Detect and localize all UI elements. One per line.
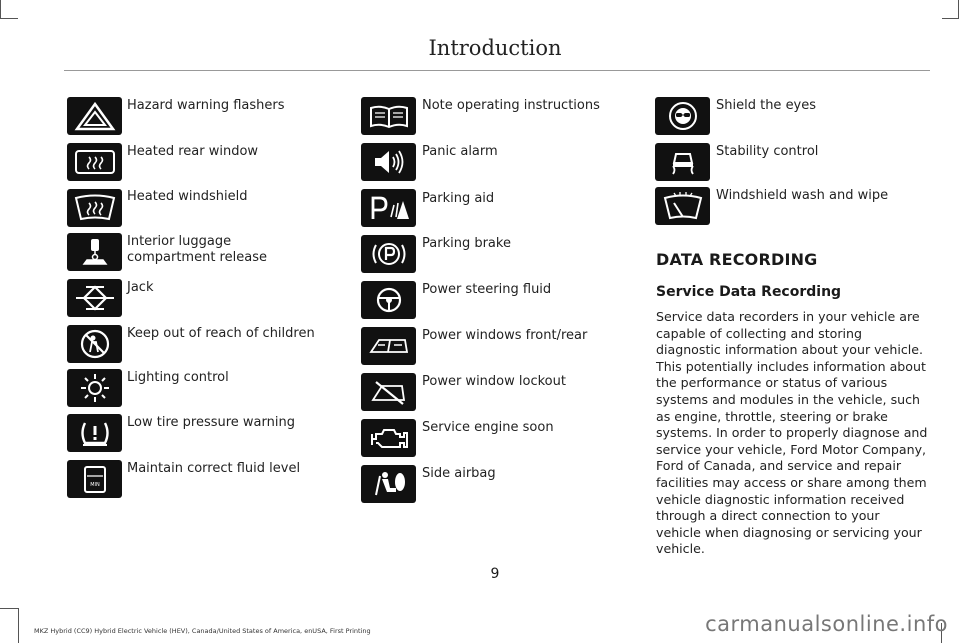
watermark[interactable]: carmanualsonline.info [705,612,948,636]
symbol-label: Parking brake [422,236,511,251]
footer-text: MKZ Hybrid (CC9) Hybrid Electric Vehicle (HEV), Canada/United States of America, enUSA, First Printing [34,627,371,635]
symbol-label: Maintain correct fluid level [127,461,301,476]
engine-icon [361,419,416,457]
trunk-release-icon [67,233,122,271]
symbol-label: Low tire pressure warning [127,415,295,430]
symbol-label: Shield the eyes [716,98,817,113]
lighting-control-icon [67,369,122,407]
crop-mark [958,0,959,18]
heated-windshield-icon [67,189,122,227]
symbol-label: Stability control [716,144,819,159]
symbol-label: Power window lockout [422,374,566,389]
symbol-label: Hazard warning flashers [127,98,285,113]
crop-mark [0,0,1,18]
section-subheading: Service Data Recording [656,284,842,300]
symbol-label: Windshield wash and wipe [716,188,889,203]
crop-mark [0,18,18,19]
no-children-icon [67,325,122,363]
heated-rear-window-icon [67,143,122,181]
parking-aid-icon [361,189,416,227]
section-heading: DATA RECORDING [656,250,818,269]
crop-mark [0,608,18,609]
symbol-label: Parking aid [422,191,495,206]
hazard-triangle-icon [67,97,122,135]
open-book-icon [361,97,416,135]
page-title: Introduction [428,36,562,60]
eye-shield-icon [655,97,710,135]
tire-pressure-icon [67,414,122,452]
symbol-label: Heated rear window [127,144,259,159]
stability-control-icon [655,143,710,181]
power-windows-icon [361,327,416,365]
crop-mark [18,608,19,643]
symbol-label: Note operating instructions [422,98,600,113]
window-lockout-icon [361,373,416,411]
symbol-label: Keep out of reach of children [127,326,315,341]
jack-icon [67,279,122,317]
symbol-label: Service engine soon [422,420,554,435]
symbol-label: Interior luggage compartment release [127,234,267,265]
horn-speaker-icon [361,143,416,181]
page-number: 9 [490,566,500,582]
symbol-label: Panic alarm [422,144,498,159]
fluid-min-text: MIN [89,482,100,488]
side-airbag-icon [361,465,416,503]
symbol-label: Lighting control [127,370,229,385]
section-body: Service data recorders in your vehicle are capable of collecting and storing diagnostic information about your vehicle. This potentially includes information about the performance or status of various systems and modules in the vehicle, such as engine, throttle, steering or brake systems. In order to properly diagnose and service your vehicle, Ford Motor Company, Ford of Canada, and service and repair facilities may access or share among them vehicle diagnostic information received through a direct connection to your vehicle when diagnosing or servicing your vehicle. [656,309,928,557]
steering-wheel-icon [361,281,416,319]
fluid-level-icon [67,460,122,498]
windshield-wiper-icon [655,187,710,225]
symbol-label: Jack [127,280,154,295]
crop-mark [942,18,959,19]
parking-brake-icon [361,235,416,273]
symbol-label: Heated windshield [127,189,248,204]
symbol-label: Power steering fluid [422,282,552,297]
symbol-label: Power windows front/rear [422,328,588,343]
symbol-label: Side airbag [422,466,496,481]
header-rule [64,70,930,71]
